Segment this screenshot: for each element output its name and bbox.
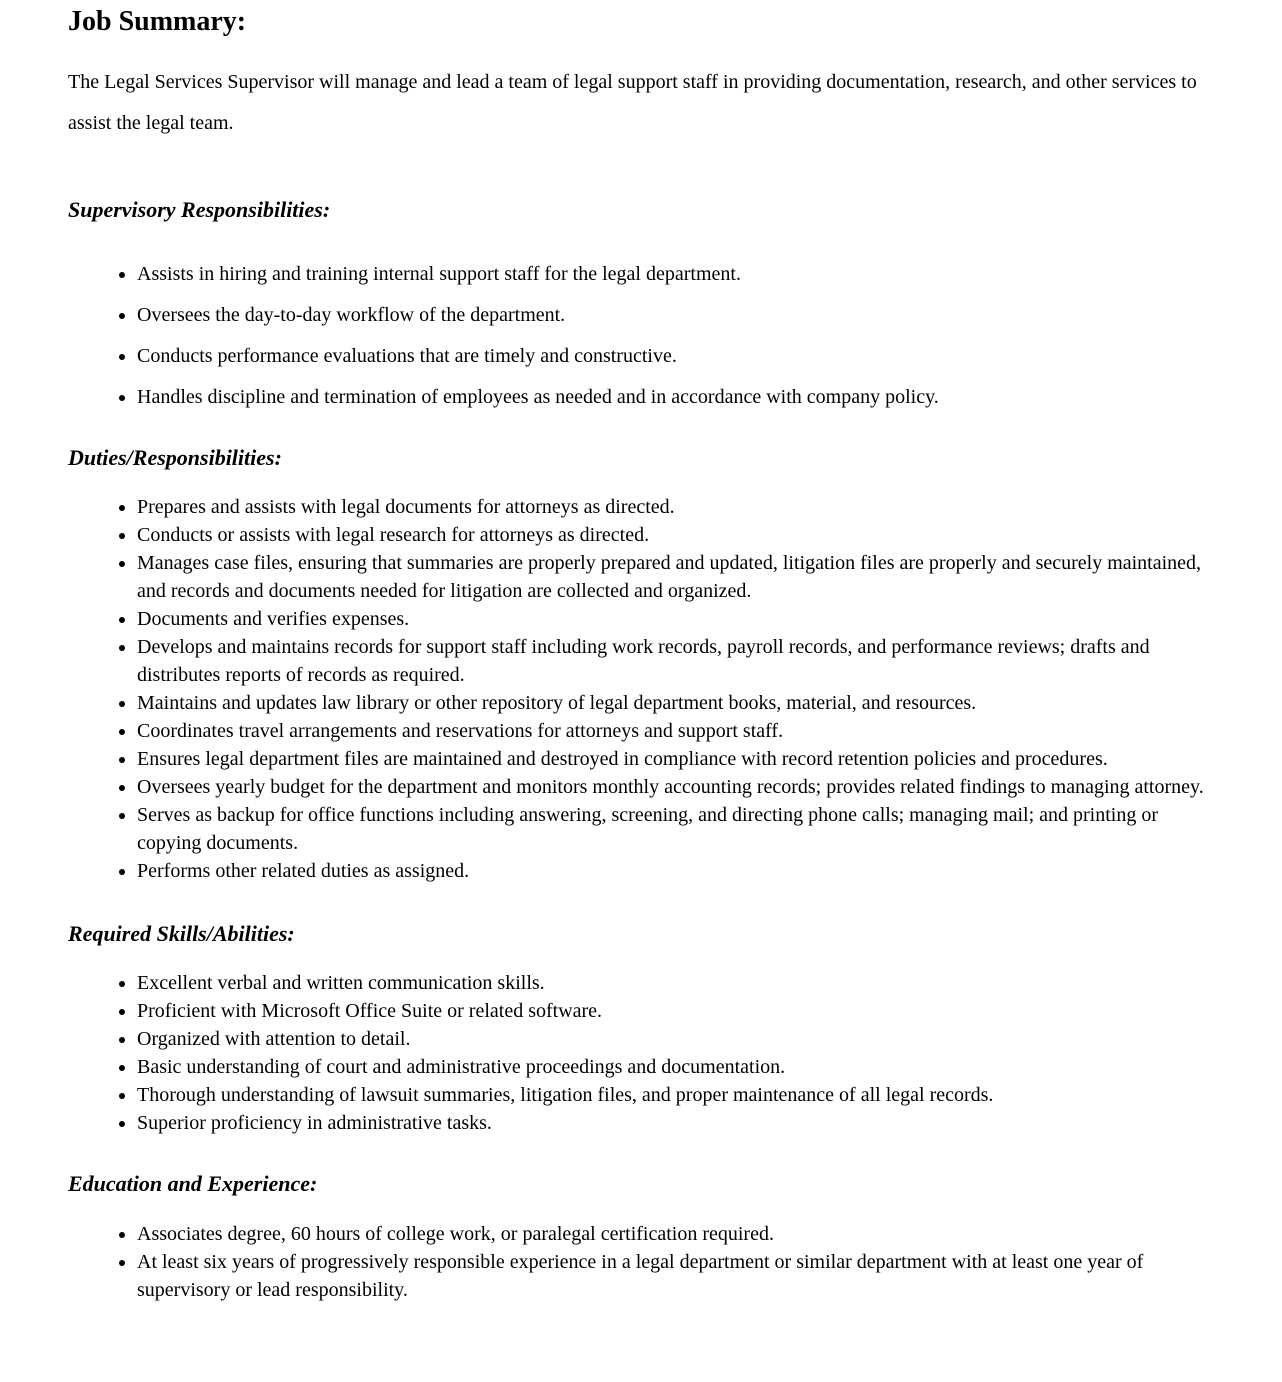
list-item: • Serves as backup for office functions including answering, screening, and directing phone calls; managing mail; and printing or copying documents. xyxy=(137,801,1220,857)
section-heading: Duties/Responsibilities: xyxy=(68,444,282,470)
section-required-skills-abilities xyxy=(68,921,1220,1137)
list-item: • Excellent verbal and written communication skills. xyxy=(137,969,1220,997)
bullet-list xyxy=(68,1220,1220,1304)
list-item: • Basic understanding of court and administrative proceedings and documentation. xyxy=(137,1053,1220,1081)
list-item: • Maintains and updates law library or other repository of legal department books, material, and resources. xyxy=(137,689,1220,717)
section-heading: Supervisory Responsibilities: xyxy=(68,197,331,223)
list-item: • Organized with attention to detail. xyxy=(137,1025,1220,1053)
list-item: • Manages case files, ensuring that summaries are properly prepared and updated, litigation files are properly and securely maintained, and records and documents needed for litigation are collected and organized. xyxy=(137,549,1220,605)
section-education-and-experience xyxy=(68,1171,1220,1303)
list-item: • Associates degree, 60 hours of college work, or paralegal certification required. xyxy=(137,1220,1220,1248)
job-summary-paragraph: The Legal Services Supervisor will manage and lead a team of legal support staff in providing documentation, research, and other services to assist the legal team. xyxy=(68,71,1197,135)
list-item: • Develops and maintains records for support staff including work records, payroll records, and performance reviews; drafts and distributes reports of records as required. xyxy=(137,633,1220,689)
list-item: • Oversees yearly budget for the department and monitors monthly accounting records; provides related findings to managing attorney. xyxy=(137,773,1220,801)
list-item: • Documents and verifies expenses. xyxy=(137,605,1220,633)
list-item: • Oversees the day-to-day workflow of the department. xyxy=(137,301,1220,329)
bullet-list xyxy=(68,969,1220,1137)
list-item: • Coordinates travel arrangements and reservations for attorneys and support staff. xyxy=(137,717,1220,745)
section-duties-responsibilities xyxy=(68,445,1220,885)
list-item: • Handles discipline and termination of employees as needed and in accordance with company policy. xyxy=(137,383,1220,411)
list-item: • Superior proficiency in administrative tasks. xyxy=(137,1109,1220,1137)
list-item: • Assists in hiring and training internal support staff for the legal department. xyxy=(137,260,1220,288)
list-item: • Performs other related duties as assigned. xyxy=(137,857,1220,885)
section-heading: Required Skills/Abilities: xyxy=(68,920,295,946)
page-title: Job Summary: xyxy=(68,6,247,37)
list-item: • Conducts performance evaluations that are timely and constructive. xyxy=(137,342,1220,370)
list-item: • Thorough understanding of lawsuit summaries, litigation files, and proper maintenance of all legal records. xyxy=(137,1081,1220,1109)
list-item: • Prepares and assists with legal documents for attorneys as directed. xyxy=(137,493,1220,521)
section-heading: Education and Experience: xyxy=(68,1171,318,1197)
list-item: • Proficient with Microsoft Office Suite or related software. xyxy=(137,997,1220,1025)
list-item: • Ensures legal department files are maintained and destroyed in compliance with record retention policies and procedures. xyxy=(137,745,1220,773)
bullet-list xyxy=(68,493,1220,885)
bullet-list xyxy=(68,260,1220,411)
section-supervisory-responsibilities xyxy=(68,197,1220,410)
list-item: • At least six years of progressively responsible experience in a legal department or similar department with at least one year of supervisory or lead responsibility. xyxy=(137,1248,1220,1304)
list-item: • Conducts or assists with legal research for attorneys as directed. xyxy=(137,521,1220,549)
